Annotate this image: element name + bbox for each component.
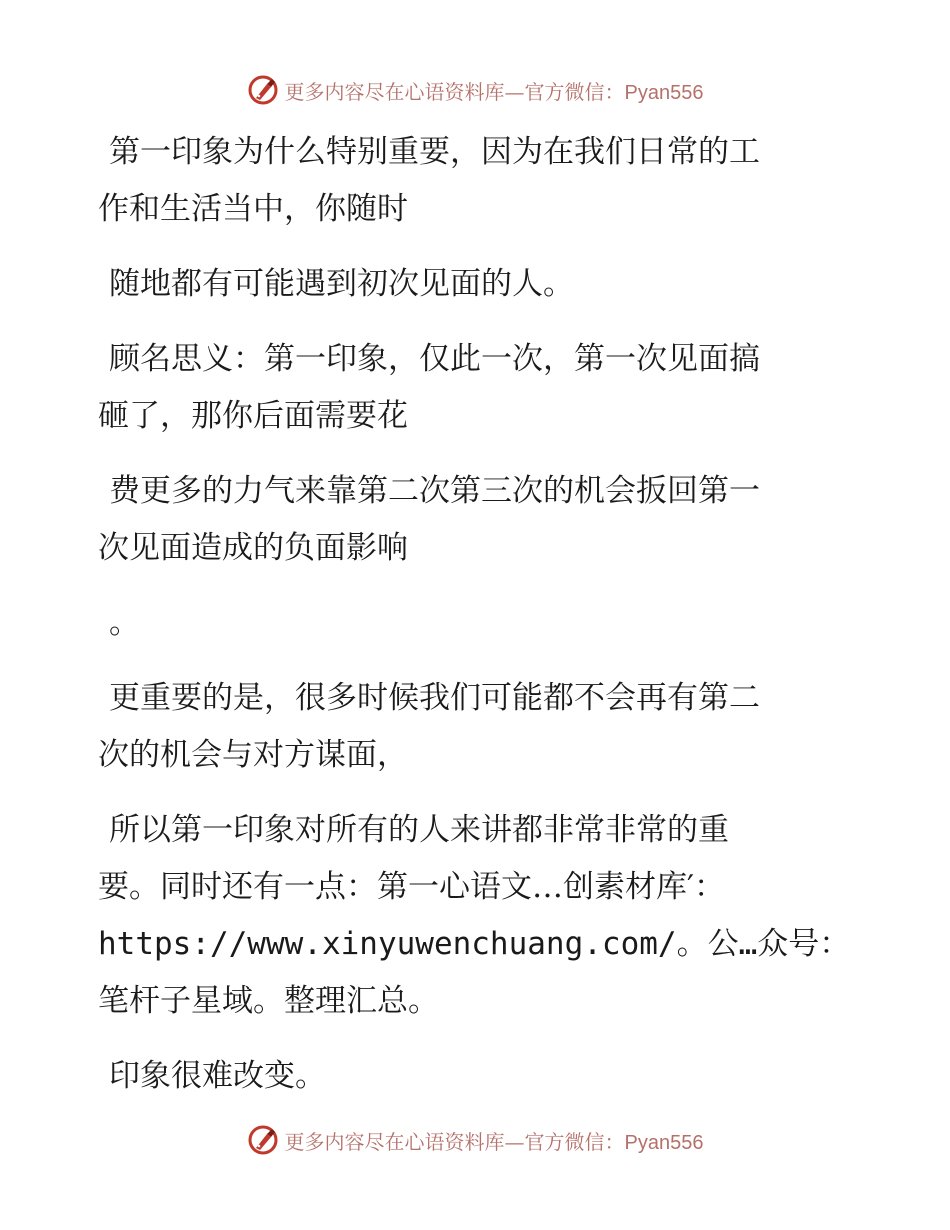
- paragraph-line: 次见面造成的负面影响: [98, 530, 408, 566]
- footer-banner: [0, 1120, 950, 1160]
- paragraph-line: 所以第一印象对所有的人来讲都非常非常的重: [109, 812, 729, 848]
- header-banner: [0, 70, 950, 110]
- paragraph-line: 笔杆子星域。整理汇总。: [98, 983, 439, 1019]
- paragraph-8: [98, 1048, 838, 1105]
- pen-logo-icon: [247, 74, 279, 106]
- paragraph-5: [98, 595, 838, 652]
- paragraph-line: 费更多的力气来靠第二次第三次的机会扳回第一: [109, 473, 760, 509]
- footer-banner-cn: 更多内容尽在心语资料库—官方微信：: [284, 1129, 625, 1154]
- paragraph-line: 要。同时还有一点：第一心语文…创素材库′：: [98, 869, 726, 905]
- paragraph-1: [98, 124, 838, 238]
- paragraph-line: 随地都有可能遇到初次见面的人。: [109, 266, 574, 302]
- paragraph-line: 作和生活当中，你随时: [98, 191, 408, 227]
- paragraph-line-url: https://www.xinyuwenchuang.com/。公…众号：: [98, 926, 851, 962]
- paragraph-6: [98, 670, 838, 784]
- header-banner-text: [285, 76, 704, 105]
- paragraph-7: [98, 802, 851, 1030]
- paragraph-line: 砸了，那你后面需要花: [98, 398, 408, 434]
- header-banner-wechat-id: Pyan556: [624, 81, 704, 104]
- paragraph-line: 第一印象为什么特别重要，因为在我们日常的工: [109, 134, 760, 170]
- paragraph-line: 更重要的是，很多时候我们可能都不会再有第二: [109, 680, 760, 716]
- footer-banner-wechat-id: Pyan556: [624, 1131, 704, 1154]
- footer-banner-text: [285, 1126, 704, 1155]
- paragraph-line: 印象很难改变。: [109, 1058, 326, 1094]
- paragraph-4: [98, 463, 838, 577]
- document-body: [98, 124, 851, 1123]
- paragraph-3: [98, 331, 838, 445]
- paragraph-line: 。: [109, 605, 140, 641]
- paragraph-line: 次的机会与对方谋面，: [98, 737, 408, 773]
- header-banner-cn: 更多内容尽在心语资料库—官方微信：: [284, 79, 625, 104]
- pen-logo-icon: [247, 1124, 279, 1156]
- paragraph-line: 顾名思义：第一印象，仅此一次，第一次见面搞: [109, 341, 760, 377]
- paragraph-2: [98, 256, 838, 313]
